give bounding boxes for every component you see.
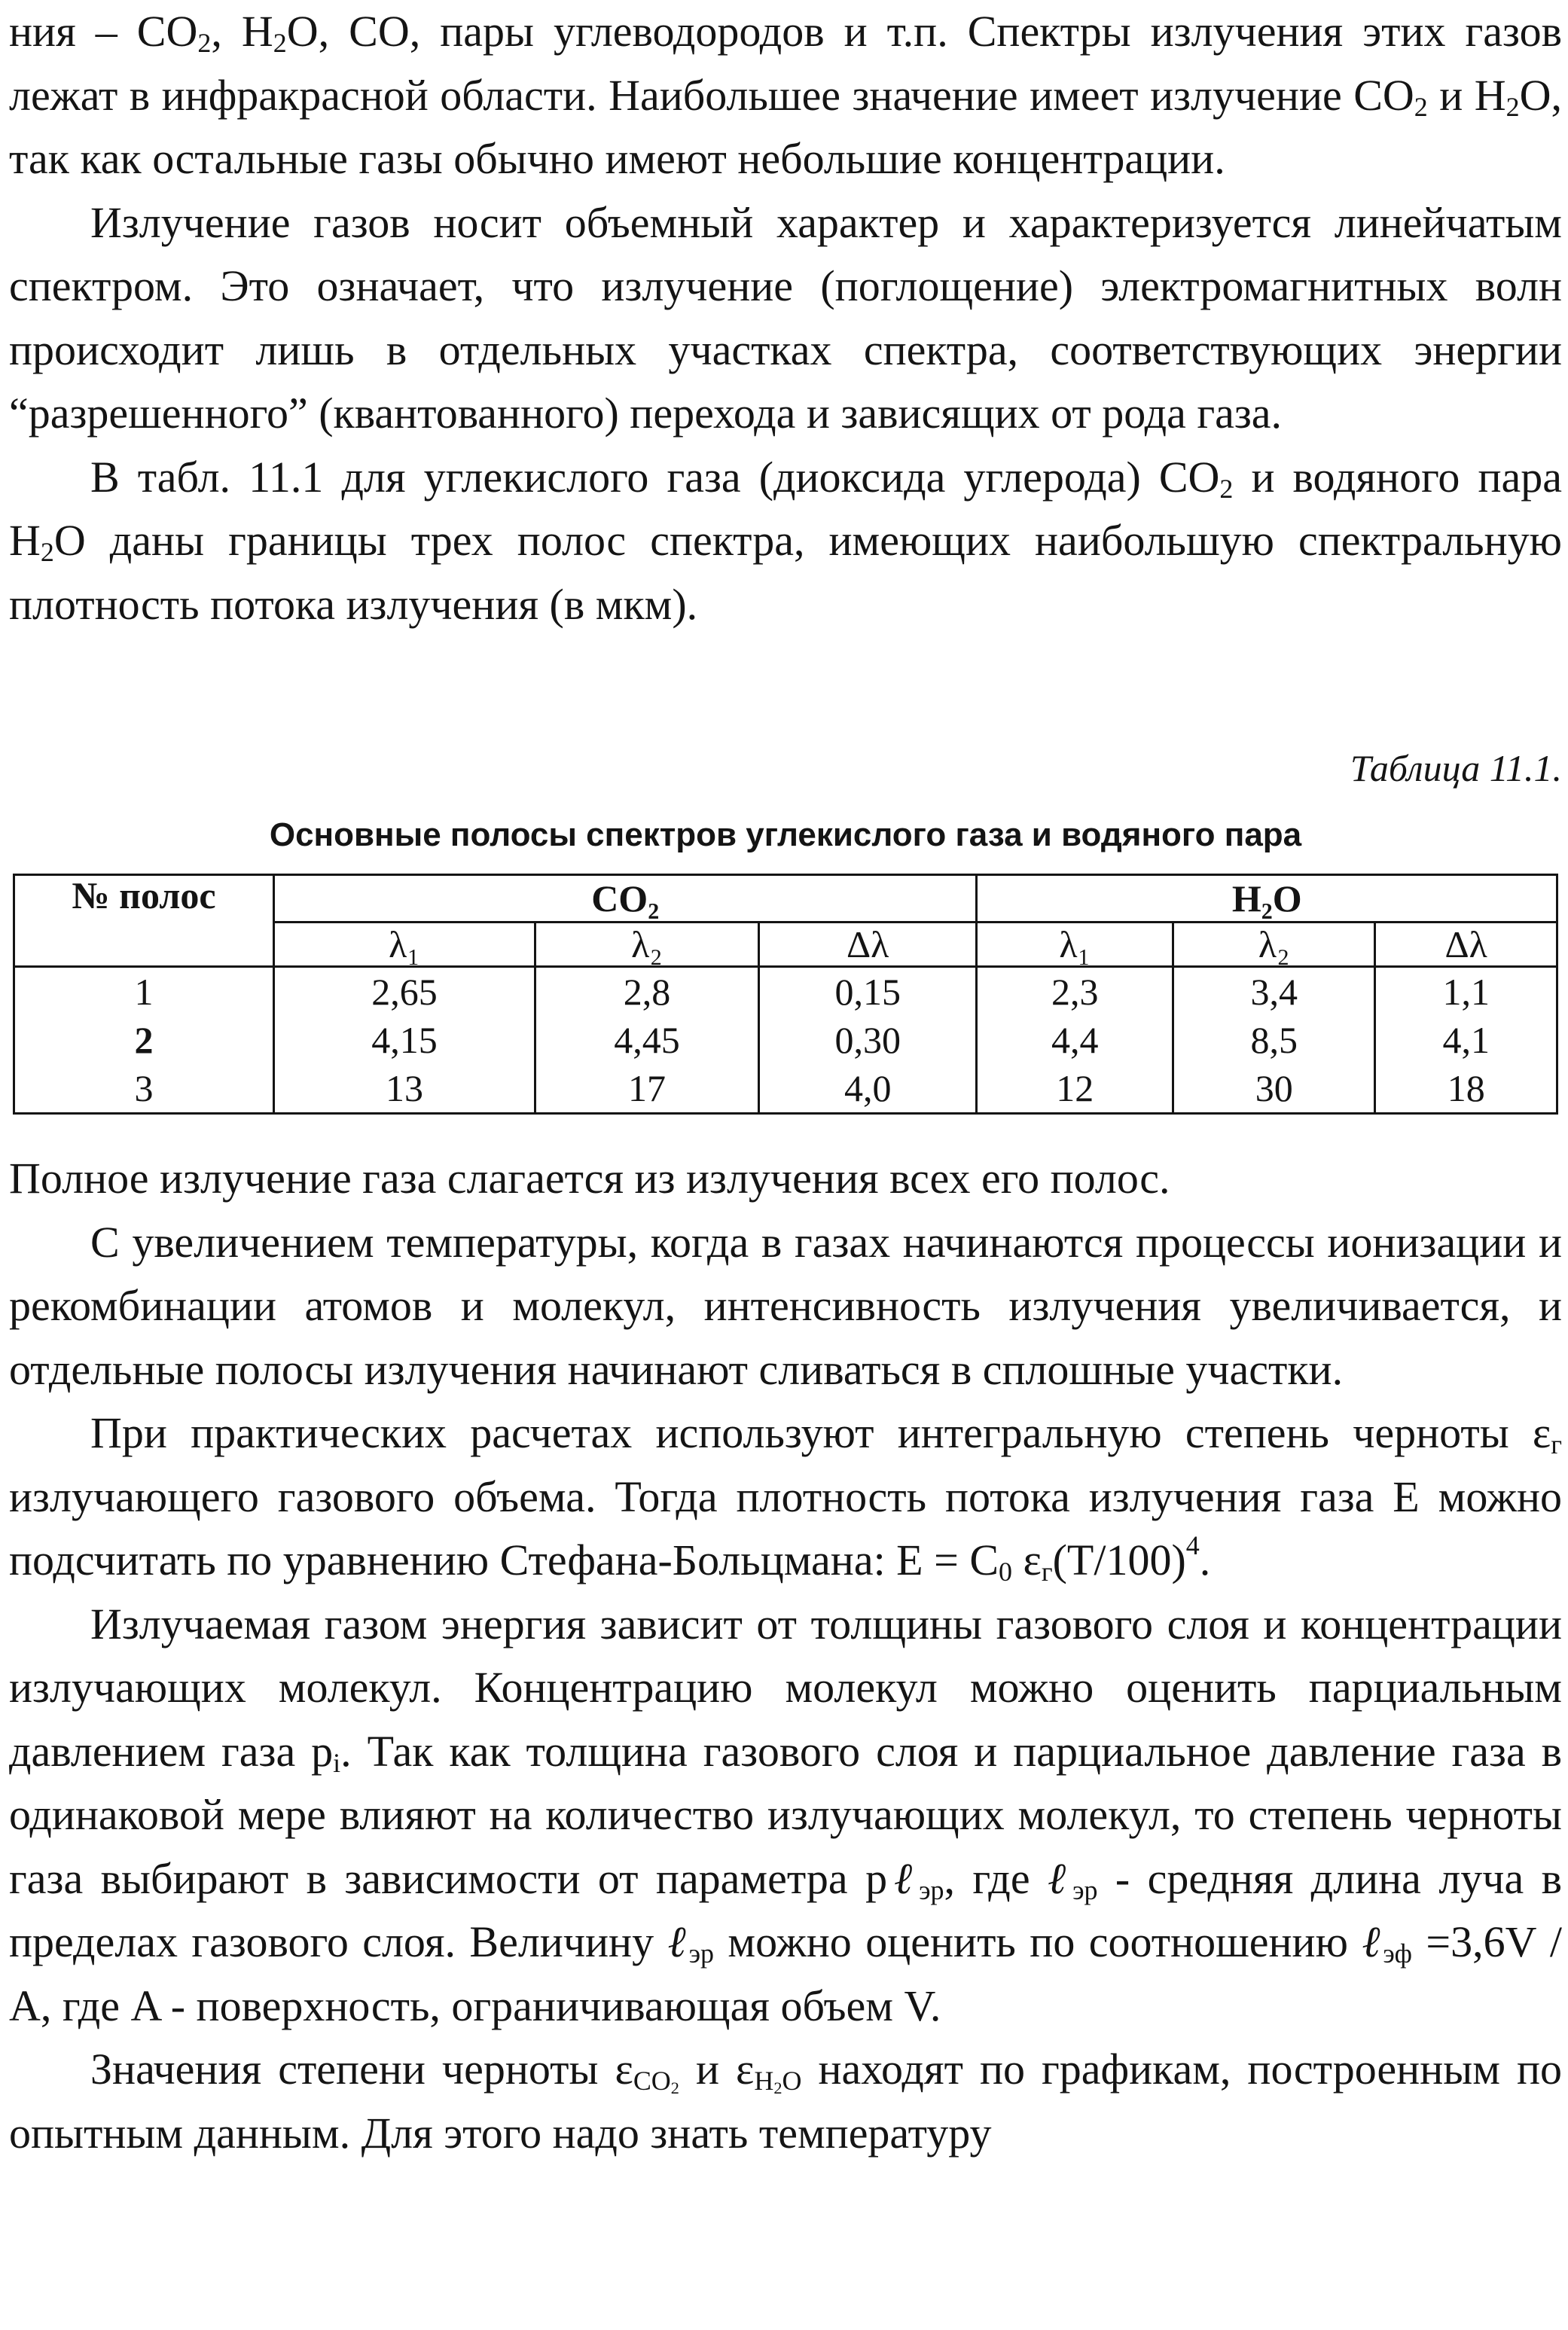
cell-h2o-2: 18 (1375, 1064, 1557, 1114)
cell-h2o-2: 4,1 (1375, 1016, 1557, 1064)
table-row (14, 1064, 1557, 1114)
spectrum-bands-table (13, 874, 1558, 1115)
cell-co2-0: 4,15 (274, 1016, 535, 1064)
cell-h2o-0: 2,3 (977, 967, 1173, 1017)
band-number: 3 (14, 1064, 274, 1114)
subheader-4: λ₂ (1173, 923, 1375, 967)
cell-co2-0: 2,65 (274, 967, 535, 1017)
cell-co2-0: 13 (274, 1064, 535, 1114)
subheader-2: Δλ (759, 923, 977, 967)
cell-h2o-0: 4,4 (977, 1016, 1173, 1064)
cell-co2-1: 4,45 (535, 1016, 758, 1064)
band-number: 1 (14, 967, 274, 1017)
paragraph-p5: С увеличением температуры, когда в газах начинаются процессы ионизации и рекомбинации атомов и молекул, интенсивность излучения увеличивается, и отдельные полосы излучения начинают сливаться в сплошные участки. (9, 1217, 1562, 1394)
cell-h2o-1: 3,4 (1173, 967, 1375, 1017)
header-bands: № полос (14, 875, 274, 967)
header-co2: CO₂ (274, 875, 977, 923)
document-page (9, 0, 1562, 2330)
table-body (14, 967, 1557, 1114)
cell-co2-2: 0,15 (759, 967, 977, 1017)
subheader-5: Δλ (1375, 923, 1557, 967)
paragraph-p2: Излучение газов носит объемный характер и характеризуется линейчатым спектром. Это означает, что излучение (поглощение) электромагнитных волн происходит лишь в отдельных участках спектра, соответствующих энергии “разрешенного” (квантованного) перехода и зависящих от рода газа. (9, 197, 1562, 438)
cell-co2-1: 2,8 (535, 967, 758, 1017)
cell-h2o-0: 12 (977, 1064, 1173, 1114)
header-h2o: H₂O (977, 875, 1557, 923)
paragraph-p1: ния – $CO_2$, $H_2O$, CO, пары углеводородов и т.п. Спектры излучения этих газов лежат в инфракрасной области. Наибольшее значение имеет излучение $CO_2$ и $H_2O$, так как остальные газы обычно имеют небольшие концентрации. (9, 7, 1563, 183)
text-block-top (9, 0, 1562, 636)
text-block-bottom (9, 1147, 1562, 2165)
table-title: Основные полосы спектров углекислого газа и водяного пара (269, 816, 1302, 853)
cell-h2o-2: 1,1 (1375, 967, 1557, 1017)
cell-h2o-1: 30 (1173, 1064, 1375, 1114)
table-row (14, 1016, 1557, 1064)
band-number: 2 (14, 1016, 274, 1064)
paragraph-p8: Значения степени черноты $\varepsilon_{CO_2}$ и $\varepsilon_{H_2O}$ находят по графикам, построенным по опытным данным. Для этого надо знать температуру (9, 2045, 1562, 2158)
subheader-3: λ₁ (977, 923, 1173, 967)
cell-co2-2: 0,30 (759, 1016, 977, 1064)
table-row (14, 967, 1557, 1017)
paragraph-p3: В табл. 11.1 для углекислого газа (диоксида углерода) $CO_2$ и водяного пара $H_2O$ даны границы трех полос спектра, имеющих наибольшую спектральную плотность потока излучения (в мкм). (9, 452, 1562, 629)
paragraph-p7: Излучаемая газом энергия зависит от толщины газового слоя и концентрации излучающих молекул. Концентрацию молекул можно оценить парциальным давлением газа $p_i$. Так как толщина газового слоя и парциальное давление газа в одинаковой мере влияют на количество излучающих молекул, то степень черноты газа выбирают в зависимости от параметра pℓ$_{эр}$, где ℓ$_{эр}$ - средняя длина луча в пределах газового слоя. Величину ℓ$_{эр}$ можно оценить по соотношению ℓ$_{эф}$ =3,6V / A, где A - поверхность, ограничивающая объем V. (9, 1599, 1562, 2030)
subheader-1: λ₂ (535, 923, 758, 967)
subheader-0: λ₁ (274, 923, 535, 967)
paragraph-p4: Полное излучение газа слагается из излучения всех его полос. (9, 1154, 1170, 1203)
cell-co2-2: 4,0 (759, 1064, 977, 1114)
cell-h2o-1: 8,5 (1173, 1016, 1375, 1064)
cell-co2-1: 17 (535, 1064, 758, 1114)
table-caption: Таблица 11.1. (1350, 747, 1562, 789)
paragraph-p6: При практических расчетах используют интегральную степень черноты $\varepsilon_г$ излучающего газового объема. Тогда плотность потока излучения газа E можно подсчитать по уравнению Стефана-Больцмана: $E = C_0$ $\varepsilon_г(T/100)^4$. (9, 1408, 1562, 1587)
